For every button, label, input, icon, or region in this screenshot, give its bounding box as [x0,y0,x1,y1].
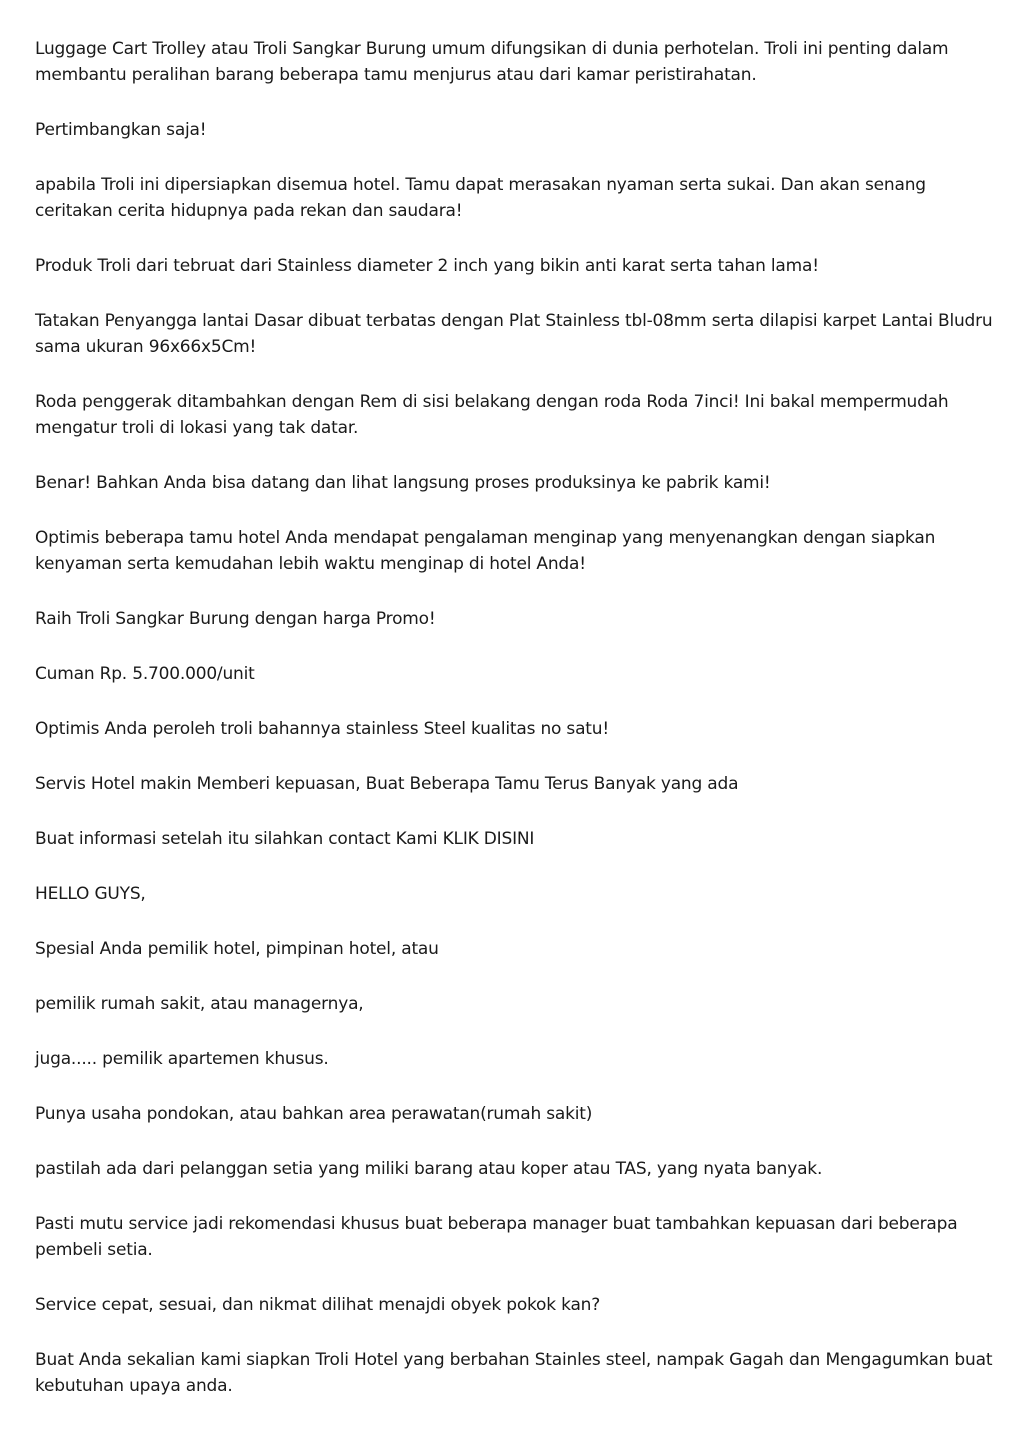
paragraph-material: Produk Troli dari tebruat dari Stainless diameter 2 inch yang bikin anti karat serta tahan lama! [35,256,819,276]
paragraph-promo: Raih Troli Sangkar Burung dengan harga Promo! [35,609,436,629]
paragraph-guest-comfort: apabila Troli ini dipersiapkan disemua hotel. Tamu dapat merasakan nyaman serta sukai. Dan akan senang ceritakan cerita hidupnya pada rekan dan saudara! [35,175,926,221]
paragraph-intro: Luggage Cart Trolley atau Troli Sangkar Burung umum difungsikan di dunia perhotelan. Troli ini penting dalam membantu peralihan barang beberapa tamu menjurus atau dari kamar peristirahatan. [35,39,949,85]
paragraph-fast-service: Service cepat, sesuai, dan nikmat dilihat menajdi obyek pokok kan? [35,1295,601,1315]
paragraph-price: Cuman Rp. 5.700.000/unit [35,664,255,684]
paragraph-base-plate: Tatakan Penyangga lantai Dasar dibuat terbatas dengan Plat Stainless tbl-08mm serta dilapisi karpet Lantai Bludru sama ukuran 96x66x5Cm! [35,311,993,357]
paragraph-guest-experience: Optimis beberapa tamu hotel Anda mendapat pengalaman menginap yang menyenangkan dengan siapkan kenyaman serta kemudahan lebih waktu menginap di hotel Anda! [35,528,936,574]
paragraph-business: Punya usaha pondokan, atau bahkan area perawatan(rumah sakit) [35,1104,593,1124]
paragraph-recommendation: Pasti mutu service jadi rekomendasi khusus buat beberapa manager buat tambahkan kepuasan dari beberapa pembeli setia. [35,1214,958,1260]
paragraph-audience-hospital: pemilik rumah sakit, atau managernya, [35,994,364,1014]
paragraph-audience-apartment: juga..... pemilik apartemen khusus. [35,1049,329,1069]
paragraph-audience-hotel: Spesial Anda pemilik hotel, pimpinan hotel, atau [35,939,439,959]
paragraph-quality: Optimis Anda peroleh troli bahannya stainless Steel kualitas no satu! [35,719,609,739]
paragraph-closing: Buat Anda sekalian kami siapkan Troli Hotel yang berbahan Stainles steel, nampak Gagah dan Mengagumkan buat kebutuhan upaya anda. [35,1350,993,1396]
paragraph-service: Servis Hotel makin Memberi kepuasan, Buat Beberapa Tamu Terus Banyak yang ada [35,774,739,794]
paragraph-contact: Buat informasi setelah itu silahkan contact Kami KLIK DISINI [35,829,535,849]
paragraph-greeting: HELLO GUYS, [35,884,146,904]
paragraph-wheels: Roda penggerak ditambahkan dengan Rem di sisi belakang dengan roda Roda 7inci! Ini bakal mempermudah mengatur troli di lokasi yang tak datar. [35,392,949,438]
paragraph-consider: Pertimbangkan saja! [35,120,207,140]
document-body [35,36,995,1428]
paragraph-factory-visit: Benar! Bahkan Anda bisa datang dan lihat langsung proses produksinya ke pabrik kami! [35,473,771,493]
paragraph-customers: pastilah ada dari pelanggan setia yang miliki barang atau koper atau TAS, yang nyata banyak. [35,1159,823,1179]
